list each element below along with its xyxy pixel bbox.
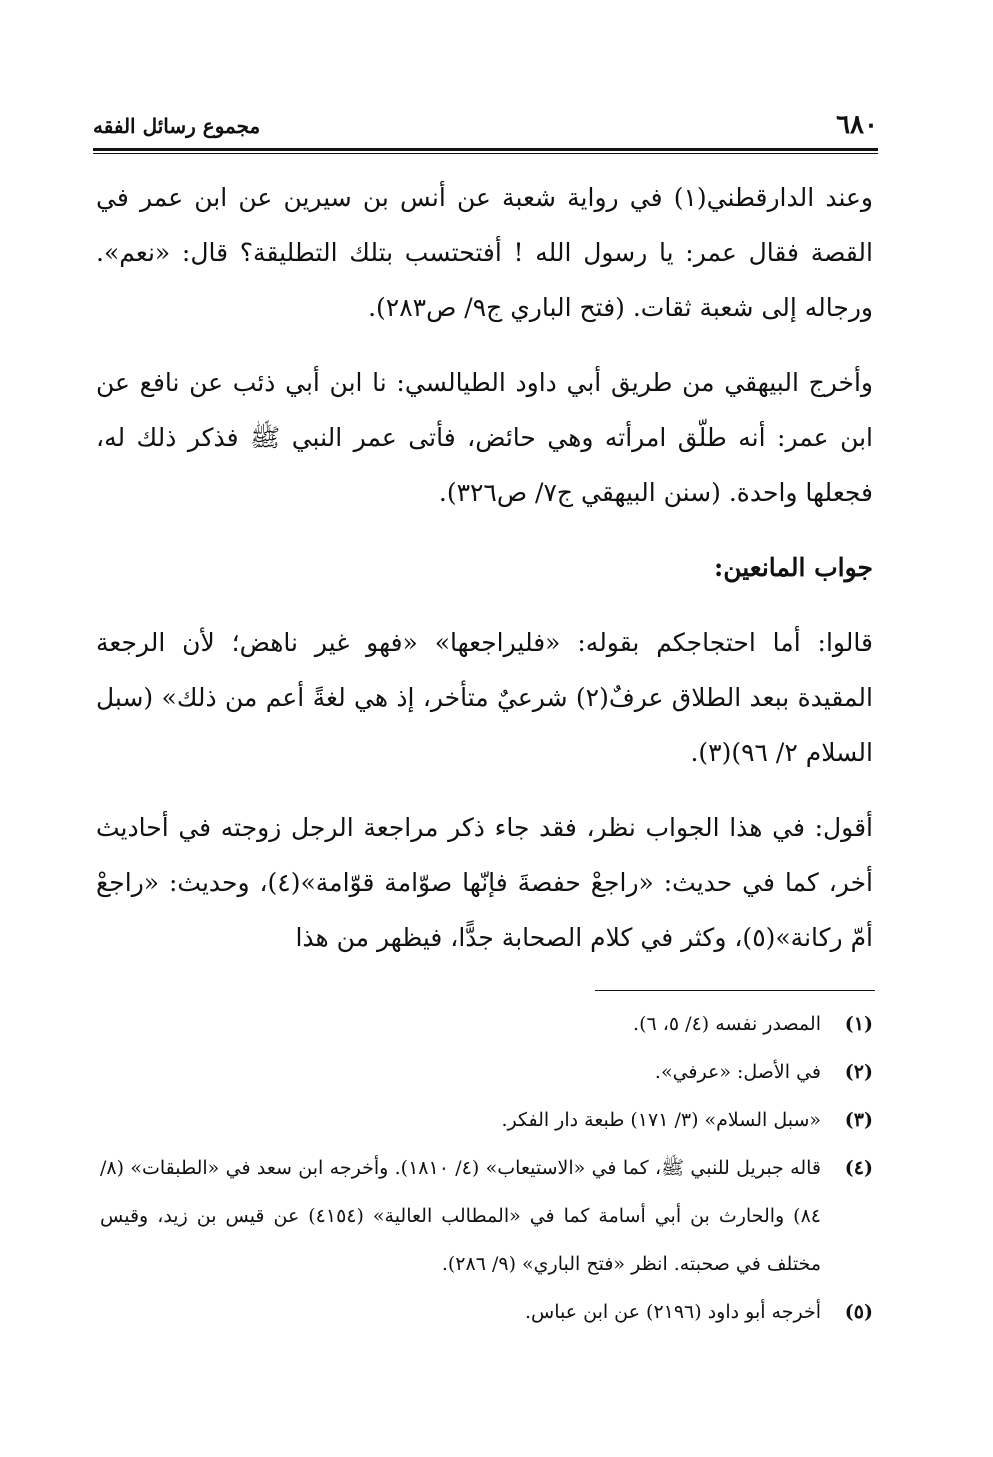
footnote-text: في الأصل: «عرفي». xyxy=(654,1061,821,1083)
footnote-number: (٣) xyxy=(844,1109,873,1131)
header-rule-thick xyxy=(93,148,878,151)
running-header xyxy=(93,110,878,146)
footnote-separator xyxy=(595,990,875,991)
paragraph-objection: قالوا: أما احتجاجكم بقوله: «فليراجعها» «فهو غير ناهض؛ لأن الرجعة المقيدة ببعد الطلاق عرفٌ(٢) شرعيٌ متأخر، إذ هي لغةً أعم من ذلك» (سبل السلام ٢/ ٩٦)(٣). xyxy=(96,628,873,767)
footnote-text: «سبل السلام» (٣/ ١٧١) طبعة دار الفكر. xyxy=(501,1109,821,1131)
footnote-number: (٥) xyxy=(844,1301,873,1323)
footnote-text: قاله جبريل للنبي ﷺ، كما في «الاستيعاب» (٤/ ١٨١٠). وأخرجه ابن سعد في «الطبقات» (٨/ ٨٤) والحارث بن أبي أسامة كما في «المطالب العالية» (٤١٥٤) عن قيس بن زيد، وقيس مختلف في صحبته. انظر «فتح الباري» (٩/ ٢٨٦). xyxy=(100,1157,821,1275)
book-title: مجموع رسائل الفقه xyxy=(93,114,261,138)
page-number: ٦٨٠ xyxy=(836,110,878,140)
section-heading: جواب المانعين: xyxy=(713,553,873,582)
footnote-number: (١) xyxy=(844,1013,873,1035)
header-rule-thin xyxy=(93,153,878,154)
footnote xyxy=(100,1144,873,1288)
footnote-text: المصدر نفسه (٤/ ٥، ٦). xyxy=(633,1013,821,1035)
footnotes xyxy=(100,1000,873,1336)
footnote xyxy=(100,1000,873,1048)
footnote-number: (٢) xyxy=(844,1061,873,1083)
paragraph-response: أقول: في هذا الجواب نظر، فقد جاء ذكر مراجعة الرجل زوجته في أحاديث أخر، كما في حديث: «راجعْ حفصةَ فإنّها صوّامة قوّامة»(٤)، وحديث: «راجعْ أمّ ركانة»(٥)، وكثر في كلام الصحابة جدًّا، فيظهر من هذا xyxy=(96,813,873,952)
paragraph-bayhaqi: وأخرج البيهقي من طريق أبي داود الطيالسي: نا ابن أبي ذئب عن نافع عن ابن عمر: أنه طلّق امرأته وهي حائض، فأتى عمر النبي ﷺ فذكر ذلك له، فجعلها واحدة. (سنن البيهقي ج٧/ ص٣٢٦). xyxy=(96,368,873,507)
footnote-number: (٤) xyxy=(844,1157,873,1179)
footnote xyxy=(100,1096,873,1144)
paragraph-daraqutni: وعند الدارقطني(١) في رواية شعبة عن أنس بن سيرين عن ابن عمر في القصة فقال عمر: يا رسول الله ! أفتحتسب بتلك التطليقة؟ قال: «نعم». ورجاله إلى شعبة ثقات. (فتح الباري ج٩/ ص٢٨٣). xyxy=(96,183,873,322)
footnote xyxy=(100,1048,873,1096)
footnote-text: أخرجه أبو داود (٢١٩٦) عن ابن عباس. xyxy=(524,1301,821,1323)
footnote xyxy=(100,1288,873,1336)
main-text xyxy=(96,170,873,965)
